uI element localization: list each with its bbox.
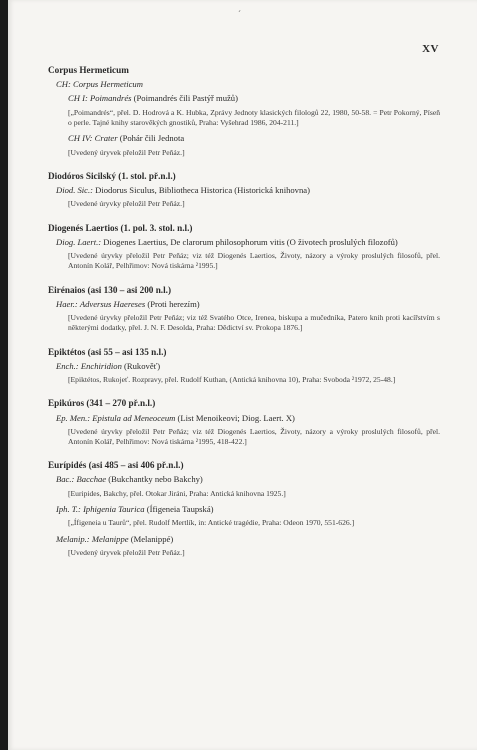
sub-work-abbr: CH IV: [68, 133, 93, 144]
work-abbr: Iph. T.: [56, 504, 81, 515]
work-abbr: Melanip.: [56, 533, 90, 544]
translation-note: [Uvedený úryvek přeložil Petr Peňáz.] [68, 147, 185, 157]
entry-title: Epiktétos (asi 55 – asi 135 n.l.) [48, 346, 167, 357]
sub-work-title: Crater [94, 133, 118, 144]
translation-note: [Uvedené úryvky přeložil Petr Peňáz; viz též Svatého Otce, Irenea, biskupa a mučedníka, Patero knih proti kacířstvím s některými dodatky, přel. J. N. F. Desolda, Praha: Dědictví sv. Prokopa 1876.] [68, 313, 440, 333]
work-line [48, 185, 440, 196]
work-line [48, 474, 440, 485]
work-abbr: Bac.: [56, 474, 75, 485]
work-rest: (List Menoikeovi; Diog. Laert. X) [175, 412, 295, 423]
work-title: Adversus Haereses [79, 298, 146, 309]
entry-epikuros [48, 397, 440, 447]
translation-note: [„Ífigeneia u Taurů“, přel. Rudolf Mertlík, in: Antické tragédie, Praha: Odeon 1970, 551-626.] [68, 518, 355, 528]
work-title: Epistula ad Meneoceum [92, 412, 176, 423]
work-line [48, 413, 440, 424]
translation-note: [„Poimandrés“, přel. D. Hodrová a K. Hubka, Zprávy Jednoty klasických filologů 22, 1980, 50-58. = Petr Pokorný, Píseň o perle. Tajné knihy starověkých gnostiků, Praha: Vyšehrad 1986, 204-211.] [68, 107, 440, 128]
entry-title: Eirénaios (asi 130 – asi 200 n.l.) [48, 284, 172, 295]
translation-note: [Uvedené úryvky přeložil Petr Peňáz; viz též Diogenés Laertios, Životy, názory a výroky proslulých filosofů, přel. Antonín Kolář, Pelhřimov: Nová tiskárna ²1995, 418-422.] [68, 426, 440, 447]
translation-note: [Uvedené úryvky přeložil Petr Peňáz; viz též Diogenés Laertios, Životy, názory a výroky proslulých filosofů, přel. Antonín Kolář, Pelhřimov: Nová tiskárna ²1995.] [68, 251, 440, 271]
work-title: Iphigenia Taurica [83, 504, 145, 515]
work-abbr: Diod. Sic.: [56, 185, 93, 196]
work-line [48, 361, 440, 372]
entry-diodoros [48, 170, 440, 210]
entry-title: Diodóros Sicilský (1. stol. př.n.l.) [48, 170, 176, 181]
work-abbr: Haer.: [56, 298, 78, 309]
translation-note: [Uvedené úryvky přeložil Petr Peňáz.] [68, 199, 185, 209]
entry-eirenaios [48, 284, 440, 334]
work-rest: Diogenes Laertius, De clarorum philosophorum vitis (O životech proslulých filozofů) [101, 236, 398, 247]
bibliography-list [48, 64, 440, 570]
translation-note: [Epiktétos, Rukojeť. Rozpravy, přel. Rudolf Kuthan, (Antická knihovna 10), Praha: Svoboda ²1972, 25-48.] [68, 375, 396, 385]
work-title: Bacchae [76, 474, 107, 485]
work-abbr: Diog. Laert.: [56, 236, 102, 247]
work-rest: (Melanippé) [128, 533, 174, 544]
translation-note: [Uvedený úryvek přeložil Petr Peňáz.] [68, 548, 185, 558]
work-line [48, 299, 440, 310]
work-rest: (Ífigeneia Tauрská) [144, 504, 214, 515]
work-line [48, 504, 440, 515]
work-rest: Diodorus Siculus, Bibliotheca Historica (Historická knihovna) [93, 185, 310, 196]
work-line [48, 534, 440, 545]
work-abbr: CH: [56, 79, 71, 90]
work-rest: (Bukchantky nebo Bakchy) [106, 474, 203, 485]
entry-euripides [48, 459, 440, 558]
sub-work-abbr: CH I: [68, 93, 88, 104]
work-title: Enchiridion [80, 360, 122, 371]
corner-mark: ´ [238, 9, 241, 19]
entry-title: Epikúros (341 – 270 př.n.l.) [48, 398, 156, 409]
entry-title: Diogenés Laertios (1. pol. 3. stol. n.l.) [48, 222, 193, 233]
work-rest: (Rukověť) [121, 360, 161, 371]
work-title: Melanippe [91, 533, 129, 544]
entry-diogenes-laertios [48, 222, 440, 272]
work-title: Corpus Hermeticum [72, 79, 143, 90]
work-line [48, 237, 440, 248]
entry-title: Eurípidés (asi 485 – asi 406 př.n.l.) [48, 460, 184, 471]
sub-work-title: Poimandrés [89, 93, 132, 104]
work-line [48, 79, 440, 90]
entry-epiktetos [48, 346, 440, 386]
sub-work-line [48, 93, 440, 104]
book-page [8, 0, 477, 750]
work-abbr: Ep. Men.: [56, 412, 91, 423]
work-abbr: Ench.: [56, 360, 79, 371]
sub-work-line [48, 133, 440, 144]
sub-work-rest: (Pohár čili Jednota [117, 133, 185, 144]
work-rest: (Proti herezím) [145, 298, 200, 309]
page-number: XV [422, 43, 439, 55]
entry-corpus-hermeticum [48, 64, 440, 158]
entry-title: Corpus Hermeticum [48, 65, 129, 75]
translation-note: [Euripides, Bakchy, přel. Otokar Jiráni, Praha: Antická knihovna 1925.] [68, 488, 286, 498]
sub-work-rest: (Poimandrés čili Pastýř mužů) [131, 93, 238, 104]
